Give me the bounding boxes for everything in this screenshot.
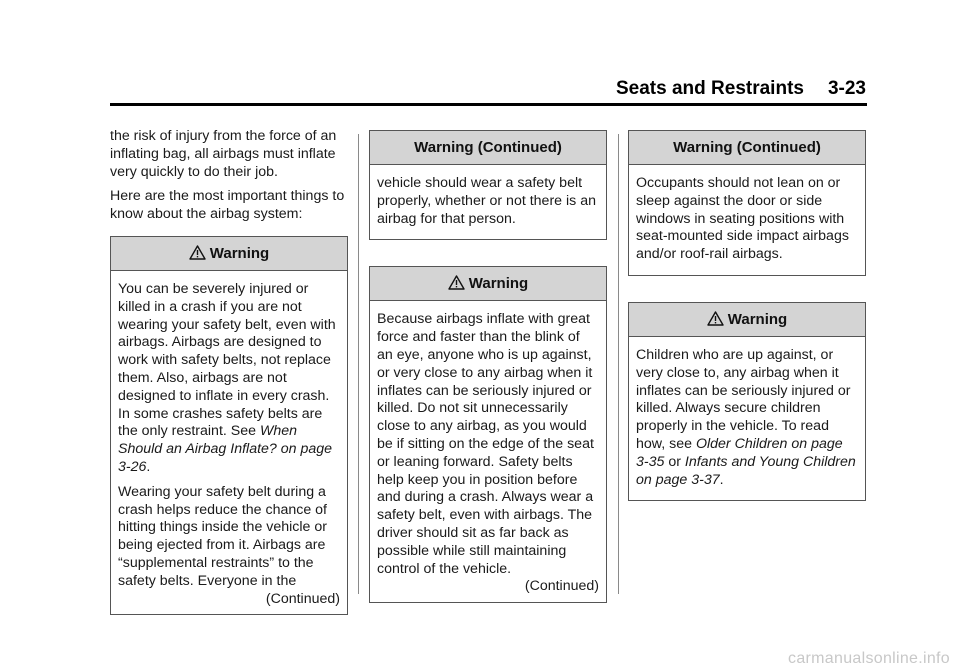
body-paragraph: Here are the most important things to know about the airbag system:: [110, 188, 345, 223]
warning-header: [370, 267, 606, 301]
warning-triangle-icon: [189, 245, 206, 260]
continued-label: (Continued): [524, 578, 599, 595]
warning-paragraph: Wearing your safety belt during a crash helps reduce the chance of hitting things inside the vehicle or being ejected from it. Airbags are “supplemental restraints” to the safety belts. Everyone in the: [118, 483, 328, 589]
page-header: [110, 78, 866, 100]
warning-body: [111, 271, 347, 614]
warning-text: You can be severely injured or killed in a crash if you are not wearing your safety belt, even with airbags. Airbags are designed to work with safety belts, not replace them. Also, airbags are not designed to inflate in every crash. In some crashes safety belts are the only restraint. See: [118, 280, 336, 440]
warning-text: or: [664, 453, 685, 470]
warning-box: [628, 302, 866, 501]
header-rule: [110, 103, 867, 106]
warning-title: Warning: [209, 244, 270, 262]
warning-text: Children who are up against, or very close to, any airbag when it inflates can be seriously injured or killed. Always secure children properly in the vehicle. To read how, see: [636, 346, 851, 452]
cross-reference-link[interactable]: Infants and Young Children on page 3-37: [636, 453, 856, 488]
warning-text: .: [146, 458, 151, 475]
cross-reference-link[interactable]: Older Children on page 3-35: [636, 435, 843, 470]
warning-paragraph: [636, 347, 858, 489]
warning-body: [370, 301, 606, 602]
warning-box: [110, 236, 348, 615]
warning-paragraph: [118, 281, 340, 477]
page-number: 3-23: [827, 78, 866, 99]
watermark: carmanualsonline.info: [788, 650, 950, 667]
column-divider: [358, 134, 359, 594]
warning-body: [629, 165, 865, 275]
cross-reference-link[interactable]: When Should an Airbag Inflate? on page 3-26: [118, 423, 333, 475]
warning-body: [629, 337, 865, 500]
warning-continued-header: Warning (Continued): [629, 131, 865, 165]
warning-continued-box: [628, 130, 866, 276]
warning-title: Warning: [727, 310, 788, 328]
warning-paragraph: Because airbags inflate with great force and faster than the blink of an eye, anyone who is up against, or very close to any airbag when it inflates can be seriously injured or killed. Do not sit unnecessarily close to any airbag, as you would be if sitting on the edge of the seat or leaning forward. Safety belts help keep you in position before and during a crash. Always wear a safety belt, even with airbags. The driver should sit as far back as possible while still maintaining control of the vehicle.: [377, 311, 594, 577]
warning-paragraph: vehicle should wear a safety belt properly, whether or not there is an airbag for that person.: [377, 175, 596, 227]
warning-text: .: [719, 471, 724, 488]
column-3: [628, 128, 866, 501]
warning-header: [629, 303, 865, 337]
continued-label: (Continued): [265, 590, 340, 607]
warning-continued-header: Warning (Continued): [370, 131, 606, 165]
column-1: [110, 128, 348, 615]
warning-box: [369, 266, 607, 603]
warning-body: [370, 165, 606, 239]
warning-triangle-icon: [448, 275, 465, 290]
column-2: [369, 128, 607, 603]
warning-triangle-icon: [707, 311, 724, 326]
warning-title: Warning: [468, 275, 529, 293]
warning-continued-box: [369, 130, 607, 240]
section-title: Seats and Restraints: [616, 78, 804, 99]
warning-header: [111, 237, 347, 271]
column-divider: [618, 134, 619, 594]
body-paragraph: the risk of injury from the force of an inflating bag, all airbags must inflate very quickly to do their job.: [110, 128, 337, 180]
warning-paragraph: Occupants should not lean on or sleep against the door or side windows in seating positions with seat-mounted side impact airbags and/or roof-rail airbags.: [636, 175, 849, 263]
